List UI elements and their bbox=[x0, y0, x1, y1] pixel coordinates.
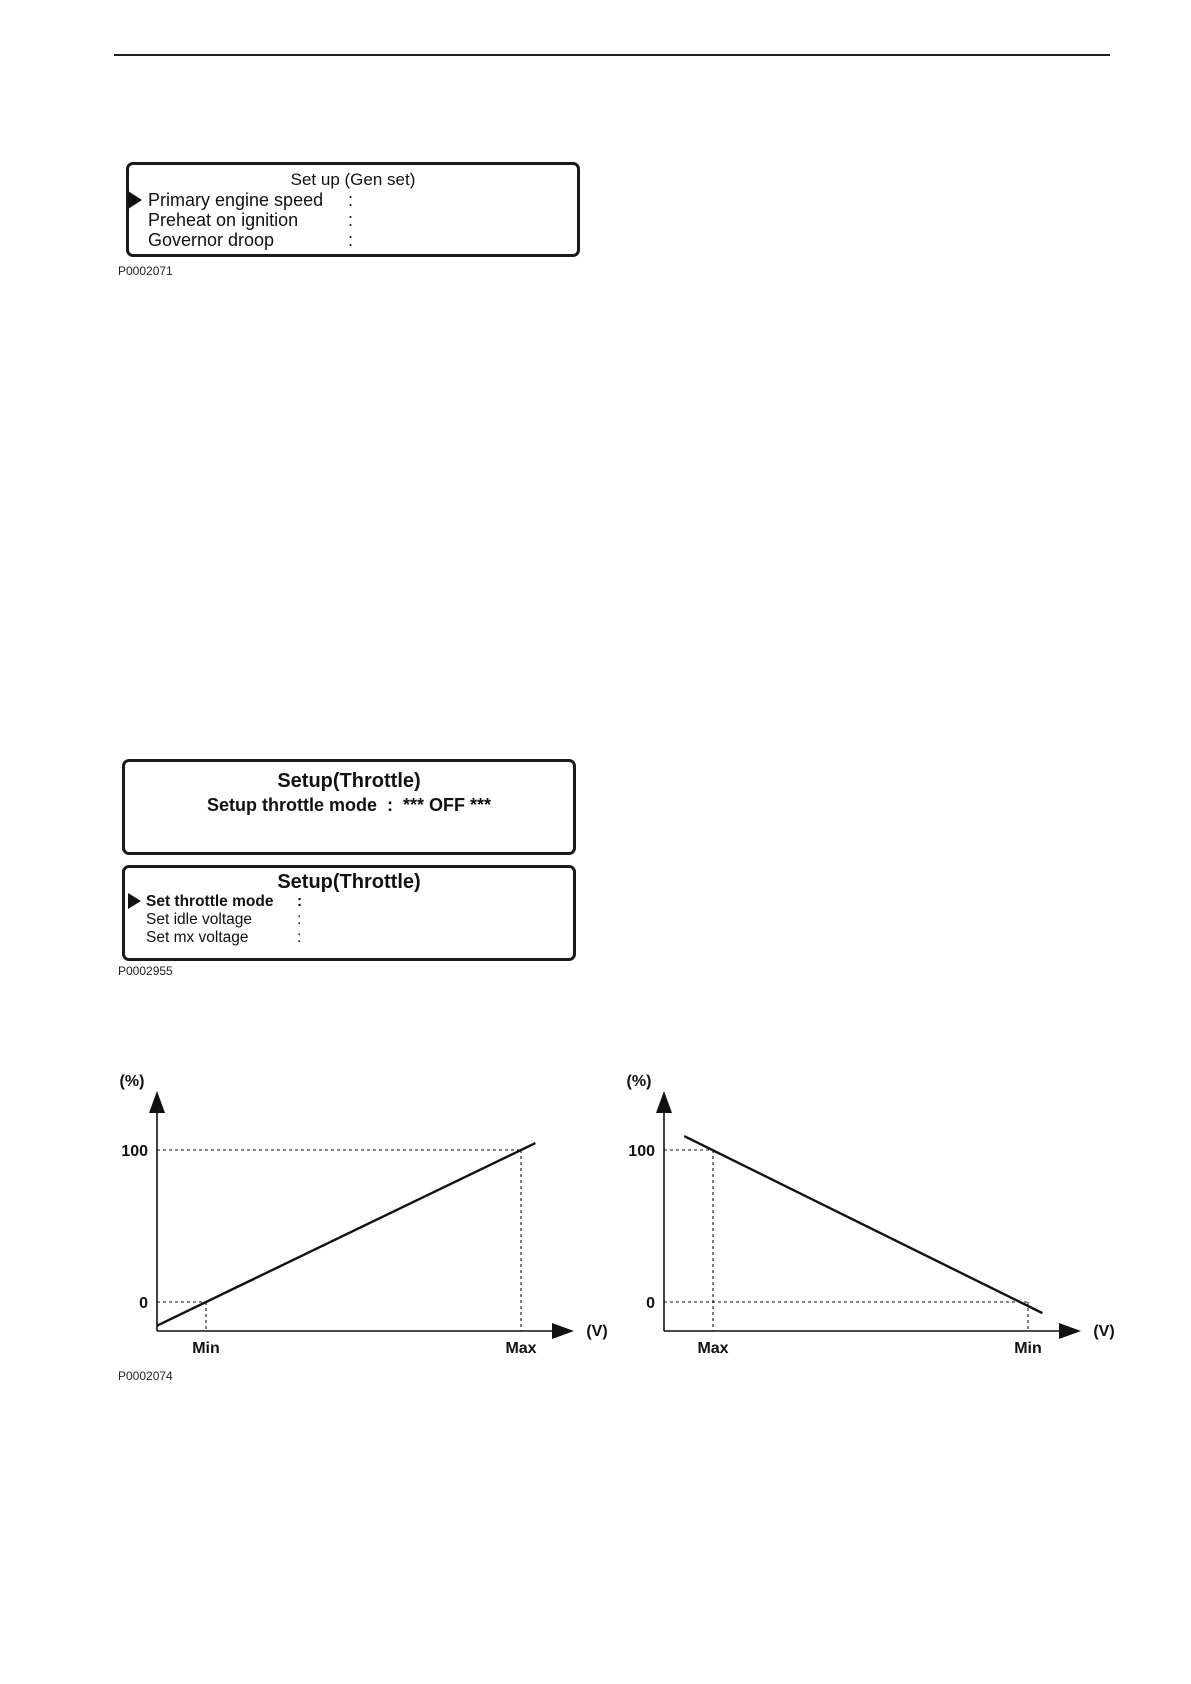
x-axis-label: (V) bbox=[1093, 1323, 1115, 1341]
figure-id: P0002955 bbox=[118, 964, 173, 978]
page-top-rule bbox=[114, 54, 1110, 56]
figure-id: P0002074 bbox=[118, 1369, 173, 1383]
x-axis-arrow-icon bbox=[1059, 1323, 1081, 1339]
throttle-setup-panel-menu bbox=[122, 865, 576, 961]
throttle-setup-panel-mode bbox=[122, 759, 576, 855]
genset-setup-panel bbox=[126, 162, 580, 257]
panel-title: Setup(Throttle) bbox=[277, 871, 421, 893]
throttle-mode-status: Setup throttle mode : *** OFF *** bbox=[206, 795, 492, 815]
menu-item-set-throttle-mode[interactable]: Set throttle mode bbox=[146, 893, 274, 910]
y-axis-arrow-icon bbox=[656, 1091, 672, 1113]
menu-item-colon: : bbox=[348, 230, 354, 250]
x-tick-label: Max bbox=[505, 1340, 537, 1357]
menu-item-set-mx-voltage[interactable]: Set mx voltage bbox=[146, 929, 249, 946]
y-tick-label: 100 bbox=[121, 1143, 148, 1160]
x-tick-label: Max bbox=[697, 1340, 729, 1357]
menu-item-colon: : bbox=[348, 210, 354, 230]
y-axis-label: (%) bbox=[626, 1073, 652, 1090]
panel-title: Setup(Throttle) bbox=[277, 770, 421, 792]
y-tick-label: 100 bbox=[628, 1143, 655, 1160]
menu-item-set-idle-voltage[interactable]: Set idle voltage bbox=[146, 911, 252, 928]
y-axis-arrow-icon bbox=[149, 1091, 165, 1113]
y-tick-label: 0 bbox=[139, 1295, 148, 1312]
x-axis-label: (V) bbox=[586, 1323, 608, 1341]
figure-id: P0002071 bbox=[118, 264, 173, 278]
selection-arrow-icon bbox=[128, 191, 142, 209]
x-axis-arrow-icon bbox=[552, 1323, 574, 1339]
y-axis-label: (%) bbox=[119, 1073, 145, 1090]
throttle-curve-chart-left bbox=[110, 1073, 608, 1365]
menu-item-colon: : bbox=[348, 190, 354, 210]
throttle-curve-chart-right bbox=[617, 1073, 1115, 1365]
panel-title: Set up (Gen set) bbox=[290, 170, 416, 189]
selection-arrow-icon bbox=[128, 893, 141, 909]
menu-item-primary-engine-speed[interactable]: Primary engine speed bbox=[148, 190, 324, 210]
x-tick-label: Min bbox=[1014, 1340, 1042, 1357]
x-tick-label: Min bbox=[192, 1340, 220, 1357]
series-line bbox=[684, 1136, 1042, 1313]
menu-item-preheat-on-ignition[interactable]: Preheat on ignition bbox=[148, 210, 299, 230]
menu-item-governor-droop[interactable]: Governor droop bbox=[148, 230, 275, 250]
menu-item-colon: : bbox=[297, 929, 302, 946]
y-tick-label: 0 bbox=[646, 1295, 655, 1312]
series-line bbox=[157, 1143, 535, 1326]
menu-item-colon: : bbox=[297, 893, 303, 910]
menu-item-colon: : bbox=[297, 911, 302, 928]
